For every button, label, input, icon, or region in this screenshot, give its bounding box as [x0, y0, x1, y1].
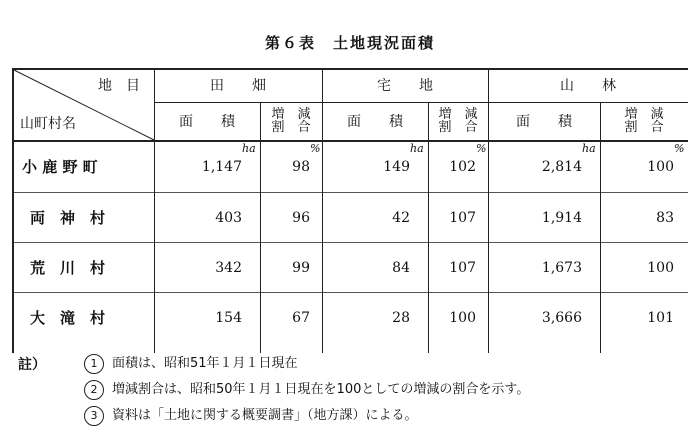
- unit-hectare: ha: [410, 142, 424, 155]
- group-header-residential: 宅 地: [377, 78, 433, 94]
- row-label-ogano: 小 鹿 野 町: [22, 158, 98, 176]
- row-divider: [12, 292, 688, 293]
- cell-fields-ratio: 96: [292, 210, 310, 226]
- unit-percent: %: [476, 142, 487, 155]
- circled-number-icon: 2: [84, 380, 104, 400]
- subheader-change-ratio: [428, 108, 488, 134]
- footnote-label: 註）: [18, 357, 46, 373]
- cell-residential-ratio: 107: [449, 260, 476, 276]
- footnote-text: 資料は「土地に関する概要調書」（地方課）による。: [112, 408, 418, 423]
- cell-forest-area: 1,914: [541, 210, 582, 226]
- page-title: 第６表 土地現況面積: [264, 34, 435, 52]
- header-divider: [154, 102, 688, 103]
- cell-forest-area: 1,673: [541, 260, 582, 276]
- unit-percent: %: [310, 142, 321, 155]
- cell-residential-area: 84: [392, 260, 410, 276]
- cell-fields-ratio: 67: [292, 310, 310, 326]
- footnote-text: 増減割合は、昭和50年１月１日現在を100としての増減の割合を示す。: [112, 382, 530, 397]
- subheader-change-ratio: [600, 108, 688, 134]
- footnote-item: [84, 352, 298, 374]
- cell-fields-area: 403: [215, 210, 242, 226]
- land-area-table: [12, 68, 688, 353]
- cell-residential-ratio: 100: [449, 310, 476, 326]
- cell-fields-area: 154: [215, 310, 242, 326]
- row-divider: [12, 242, 688, 243]
- cell-forest-ratio: 100: [647, 260, 674, 276]
- row-label-ryokami: 両 神 村: [30, 209, 106, 227]
- subheader-change-ratio: [260, 108, 322, 134]
- row-label-arakawa: 荒 川 村: [30, 259, 106, 277]
- subheader-change-ratio-top: 増 減: [624, 107, 664, 122]
- cell-residential-area: 149: [383, 159, 410, 175]
- cell-forest-ratio: 100: [647, 159, 674, 175]
- unit-percent: %: [674, 142, 685, 155]
- cell-forest-area: 2,814: [541, 159, 582, 175]
- cell-residential-ratio: 102: [449, 159, 476, 175]
- subheader-change-ratio-bottom: 割 合: [624, 120, 664, 135]
- cell-forest-area: 3,666: [541, 310, 582, 326]
- corner-label-municipality: 山町村名: [20, 116, 76, 132]
- row-divider: [12, 192, 688, 193]
- group-header-fields: 田 畑: [210, 78, 266, 94]
- group-header-forest: 山 林: [560, 78, 616, 94]
- unit-hectare: ha: [582, 142, 596, 155]
- cell-residential-area: 42: [392, 210, 410, 226]
- cell-residential-area: 28: [392, 310, 410, 326]
- footnote-item: [84, 378, 529, 400]
- footnote-text: 面積は、昭和51年１月１日現在: [112, 356, 298, 371]
- subheader-change-ratio-bottom: 割 合: [271, 120, 311, 135]
- footnote-item: [84, 404, 418, 426]
- cell-fields-ratio: 99: [292, 260, 310, 276]
- cell-fields-ratio: 98: [292, 159, 310, 175]
- unit-hectare: ha: [242, 142, 256, 155]
- subheader-area: 面 積: [347, 114, 403, 130]
- cell-forest-ratio: 83: [656, 210, 674, 226]
- subheader-area: 面 積: [516, 114, 572, 130]
- subheader-change-ratio-bottom: 割 合: [438, 120, 478, 135]
- subheader-change-ratio-top: 増 減: [271, 107, 311, 122]
- circled-number-icon: 1: [84, 354, 104, 374]
- cell-residential-ratio: 107: [449, 210, 476, 226]
- cell-fields-area: 1,147: [201, 159, 242, 175]
- cell-forest-ratio: 101: [647, 310, 674, 326]
- row-label-otaki: 大 滝 村: [30, 309, 106, 327]
- subheader-area: 面 積: [179, 114, 235, 130]
- corner-label-land-type: 地 目: [98, 78, 140, 94]
- subheader-change-ratio-top: 増 減: [438, 107, 478, 122]
- cell-fields-area: 342: [215, 260, 242, 276]
- circled-number-icon: 3: [84, 406, 104, 426]
